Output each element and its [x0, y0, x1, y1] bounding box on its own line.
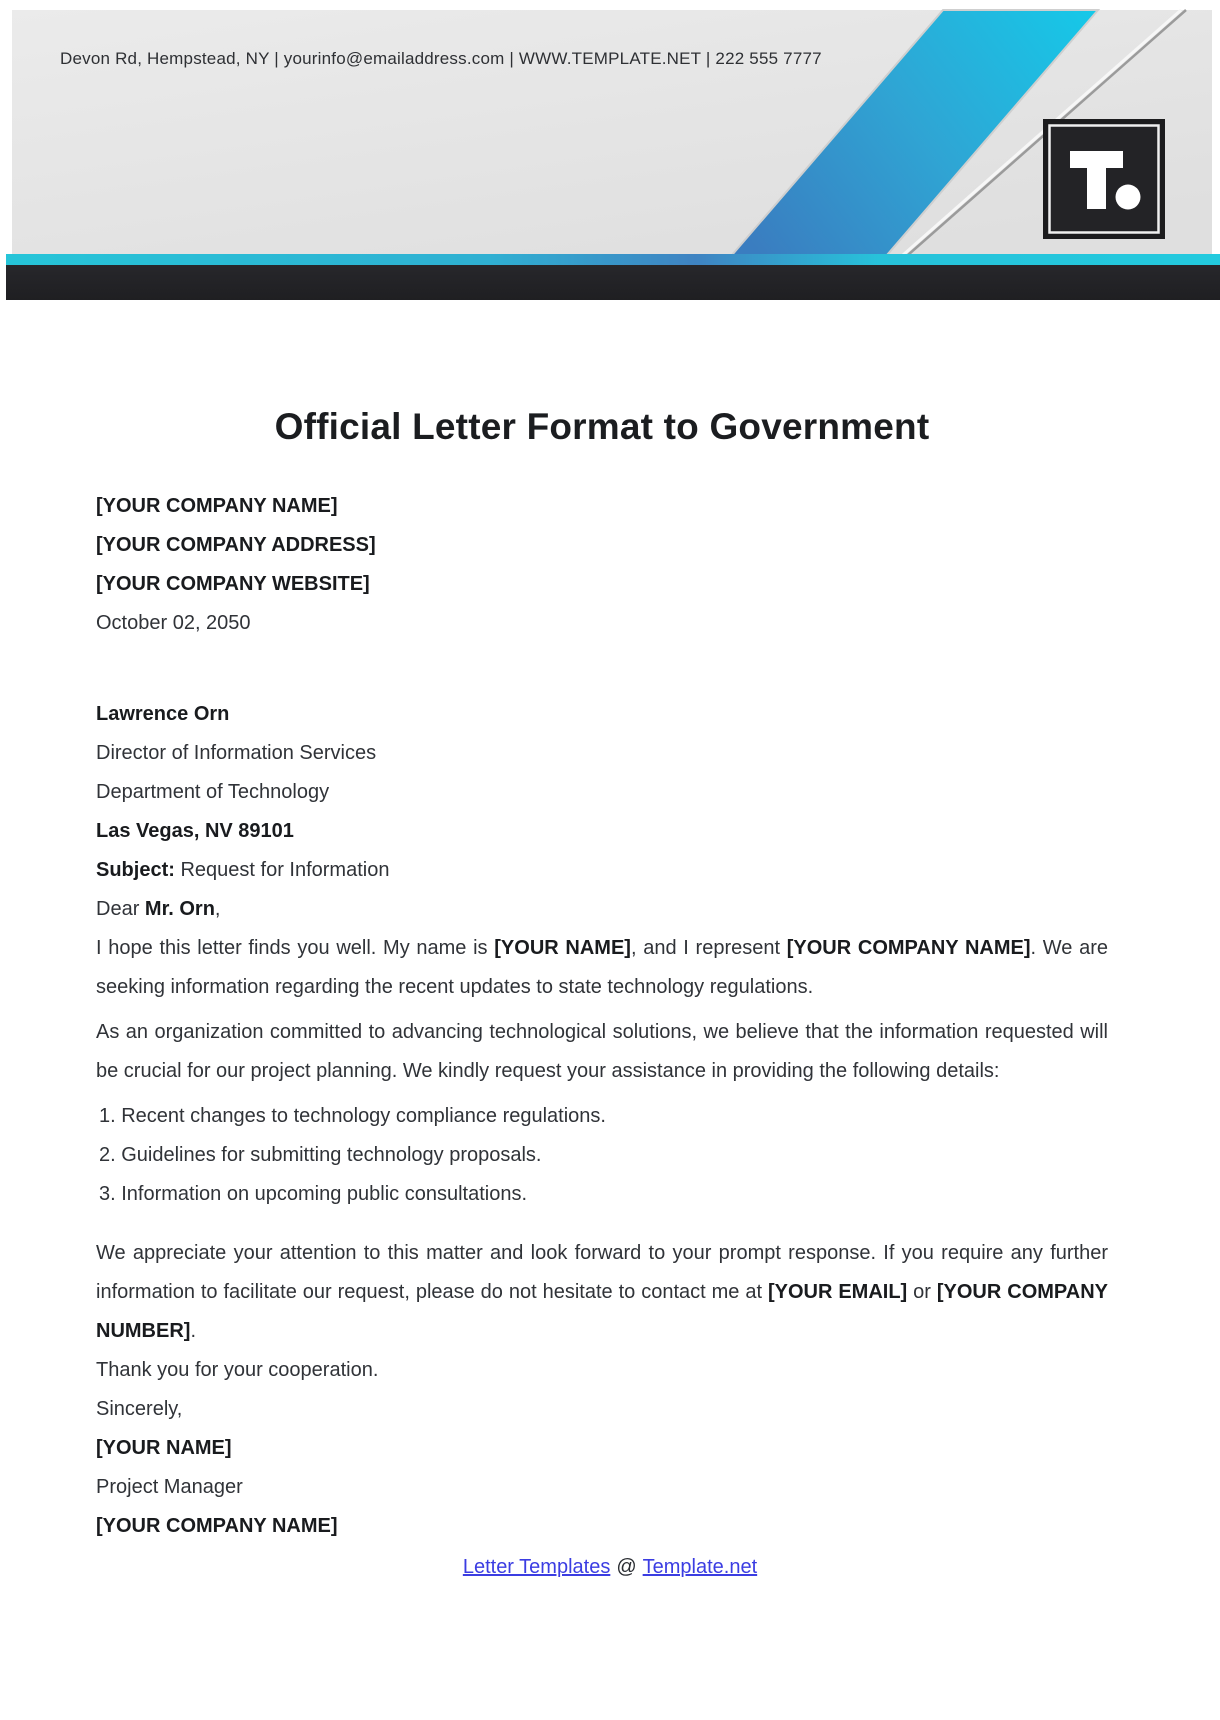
subject-line: Subject: Request for Information: [96, 858, 390, 881]
paragraph-request: As an organization committed to advancing technological solutions, we believe that the information requested will be crucial for our project planning. We kindly request your assistance in providing the following details:: [96, 1020, 1108, 1082]
template-footer: [0, 1548, 1220, 1587]
signature-company: [YOUR COMPANY NAME]: [96, 1514, 338, 1537]
sender-company-address: [YOUR COMPANY ADDRESS]: [96, 533, 376, 556]
sender-company-name: [YOUR COMPANY NAME]: [96, 494, 338, 517]
letter-templates-link[interactable]: Letter Templates: [462, 1555, 611, 1578]
recipient-name: Lawrence Orn: [96, 702, 230, 725]
list-item-2: 2. Guidelines for submitting technology proposals.: [99, 1143, 542, 1166]
signature-name: [YOUR NAME]: [96, 1436, 232, 1459]
salutation: Dear Mr. Orn,: [96, 897, 221, 920]
letter-date: October 02, 2050: [96, 611, 251, 634]
thank-you-line: Thank you for your cooperation.: [96, 1358, 379, 1381]
list-item-1: 1. Recent changes to technology compliance regulations.: [99, 1104, 606, 1127]
signature-role: Project Manager: [96, 1475, 243, 1498]
sender-company-website: [YOUR COMPANY WEBSITE]: [96, 572, 370, 595]
list-item-3: 3. Information on upcoming public consultations.: [99, 1182, 528, 1205]
header-decoration: [0, 0, 1220, 300]
spacer: [96, 643, 1108, 695]
paragraph-closing: We appreciate your attention to this matter and look forward to your prompt response. If you require any further information to facilitate our request, please do not hesitate to contact me at [YOUR EMAIL] or [YOUR COMPANY NUMBER].: [96, 1241, 1108, 1342]
paragraph-intro: I hope this letter finds you well. My name is [YOUR NAME], and I represent [YOUR COMPANY NAME]. We are seeking information regarding the recent updates to state technology regulations.: [96, 936, 1109, 998]
recipient-city: Las Vegas, NV 89101: [96, 819, 294, 842]
letter-title: Official Letter Format to Government: [274, 406, 930, 447]
letter-body: [0, 300, 1220, 1546]
signoff-line: Sincerely,: [96, 1397, 183, 1420]
recipient-department: Department of Technology: [96, 780, 330, 803]
dark-bar: [6, 265, 1220, 300]
letterhead-contact-line: Devon Rd, Hempstead, NY | yourinfo@emailaddress.com | WWW.TEMPLATE.NET | 222 555 7777: [60, 49, 822, 68]
letterhead-banner: [0, 0, 1220, 300]
footer-separator: @: [616, 1555, 637, 1578]
brand-logo: [1043, 119, 1165, 239]
template-net-link[interactable]: Template.net: [642, 1555, 758, 1578]
accent-bar: [6, 254, 1220, 265]
recipient-role: Director of Information Services: [96, 741, 377, 764]
spacer: [96, 1214, 1108, 1234]
